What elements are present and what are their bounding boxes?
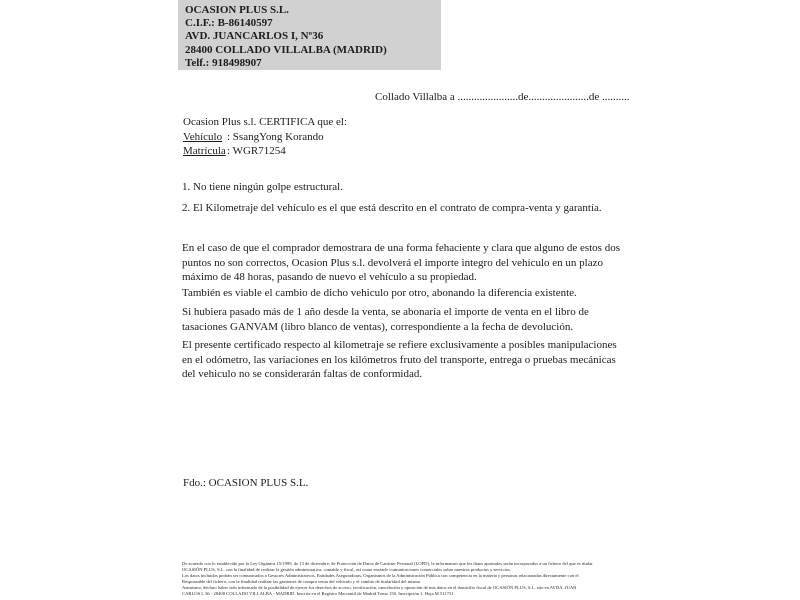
legal-line: OCASIÓN PLUS, S.L. con la finalidad de realizar la gestión administrativa, contable y fiscal, así como enviarle comunicaciones comerciales sobre nuestros productos y servicios. [182,566,511,572]
vehicle-value: : SsangYong Korando [227,130,324,143]
company-address: AVD. JUANCARLOS I, Nº36 [185,30,324,43]
company-city: 28400 COLLADO VILLALBA (MADRID) [185,43,387,56]
certifies-line: Ocasion Plus s.l. CERTIFICA que el: [183,116,348,128]
company-name: OCASION PLUS S.L. [185,4,289,16]
plate-label: Matrícula [183,145,226,157]
vehicle-line [183,130,347,145]
point-structural: 1. No tiene ningún golpe estructural. [182,181,343,193]
legal-line: Asimismo, declaro haber sido informado de la posibilidad de ejercer los derechos de acceso, rectificación, cancelación y oposición de mis datos en el domicilio fiscal de OCASIÓN PLUS, S.L. sito en AVDA. JUAN [182,584,577,590]
company-phone: Telf.: 918498907 [185,56,262,69]
certification-block [183,115,347,159]
legal-footer [182,561,626,596]
paragraph-swap: También es viable el cambio de dicho vehiculo por otro, abonando la diferencia existente. [182,287,577,299]
signature-line: Fdo.: OCASION PLUS S.L. [183,477,309,489]
letterhead-box [178,0,441,70]
paragraph-refund: En el caso de que el comprador demostrara de una forma fehaciente y clara que alguno de estos dos puntos no son correctos, Ocasion Plus s.l. devolverá el importe integro del vehículo en un plazo máximo de 48 horas, pasando de nuevo el vehículo a su propiedad. [182,242,620,283]
legal-line: CARLOS I, 36 - 28400 COLLADO VILLALBA - MADRID. Inscrita en el Registro Mercantil de Madrid Tomo 150, Inscripción 1, Hoja M 511731 [182,590,454,596]
plate-line [183,144,347,159]
paragraph-odometer: El presente certificado respecto al kilometraje se refiere exclusivamente a posibles manipulaciones en el odómetro, las variaciones en los kilómetros fruto del transporte, entrega o pruebas mecánicas del vehiculo no se considerarán faltas de conformidad. [182,339,617,380]
vehicle-label: Vehículo [183,130,223,143]
date-fill-in-line: Collado Villalba a ......................de......................de .......... [375,91,630,103]
point-mileage: 2. El Kilometraje del vehículo es el que está descrito en el contrato de compra-venta y garantía. [182,202,602,214]
legal-line: Los datos incluidos podrán ser comunicados a Gestores Administrativos, Entidades Aseguradoras, Organismos de la Administración Pública con competencia en la materia y personas relacionadas directamente con el [182,572,579,578]
legal-line: Responsable del fichero, con la finalidad realizar las gestiones de compra venta del vehículo y el cambio de titularidad del mismo. [182,578,422,584]
legal-line: De acuerdo con lo establecido por la Ley Orgánica 15/1999, de 13 de diciembre, de Protección de Datos de Carácter Personal (LOPD), le informamos que los datos aportados serán incorporados a un fichero del que es titular [182,561,593,566]
paragraph-ganvam: Si hubiera pasado más de 1 año desde la venta, se abonaría el importe de venta en el libro de tasaciones GANVAM (libro blanco de ventas), correspondiente a la fecha de devolución. [182,306,589,333]
plate-value: : WGR71254 [227,145,286,157]
company-cif: C.I.F.: B-86140597 [185,17,273,30]
